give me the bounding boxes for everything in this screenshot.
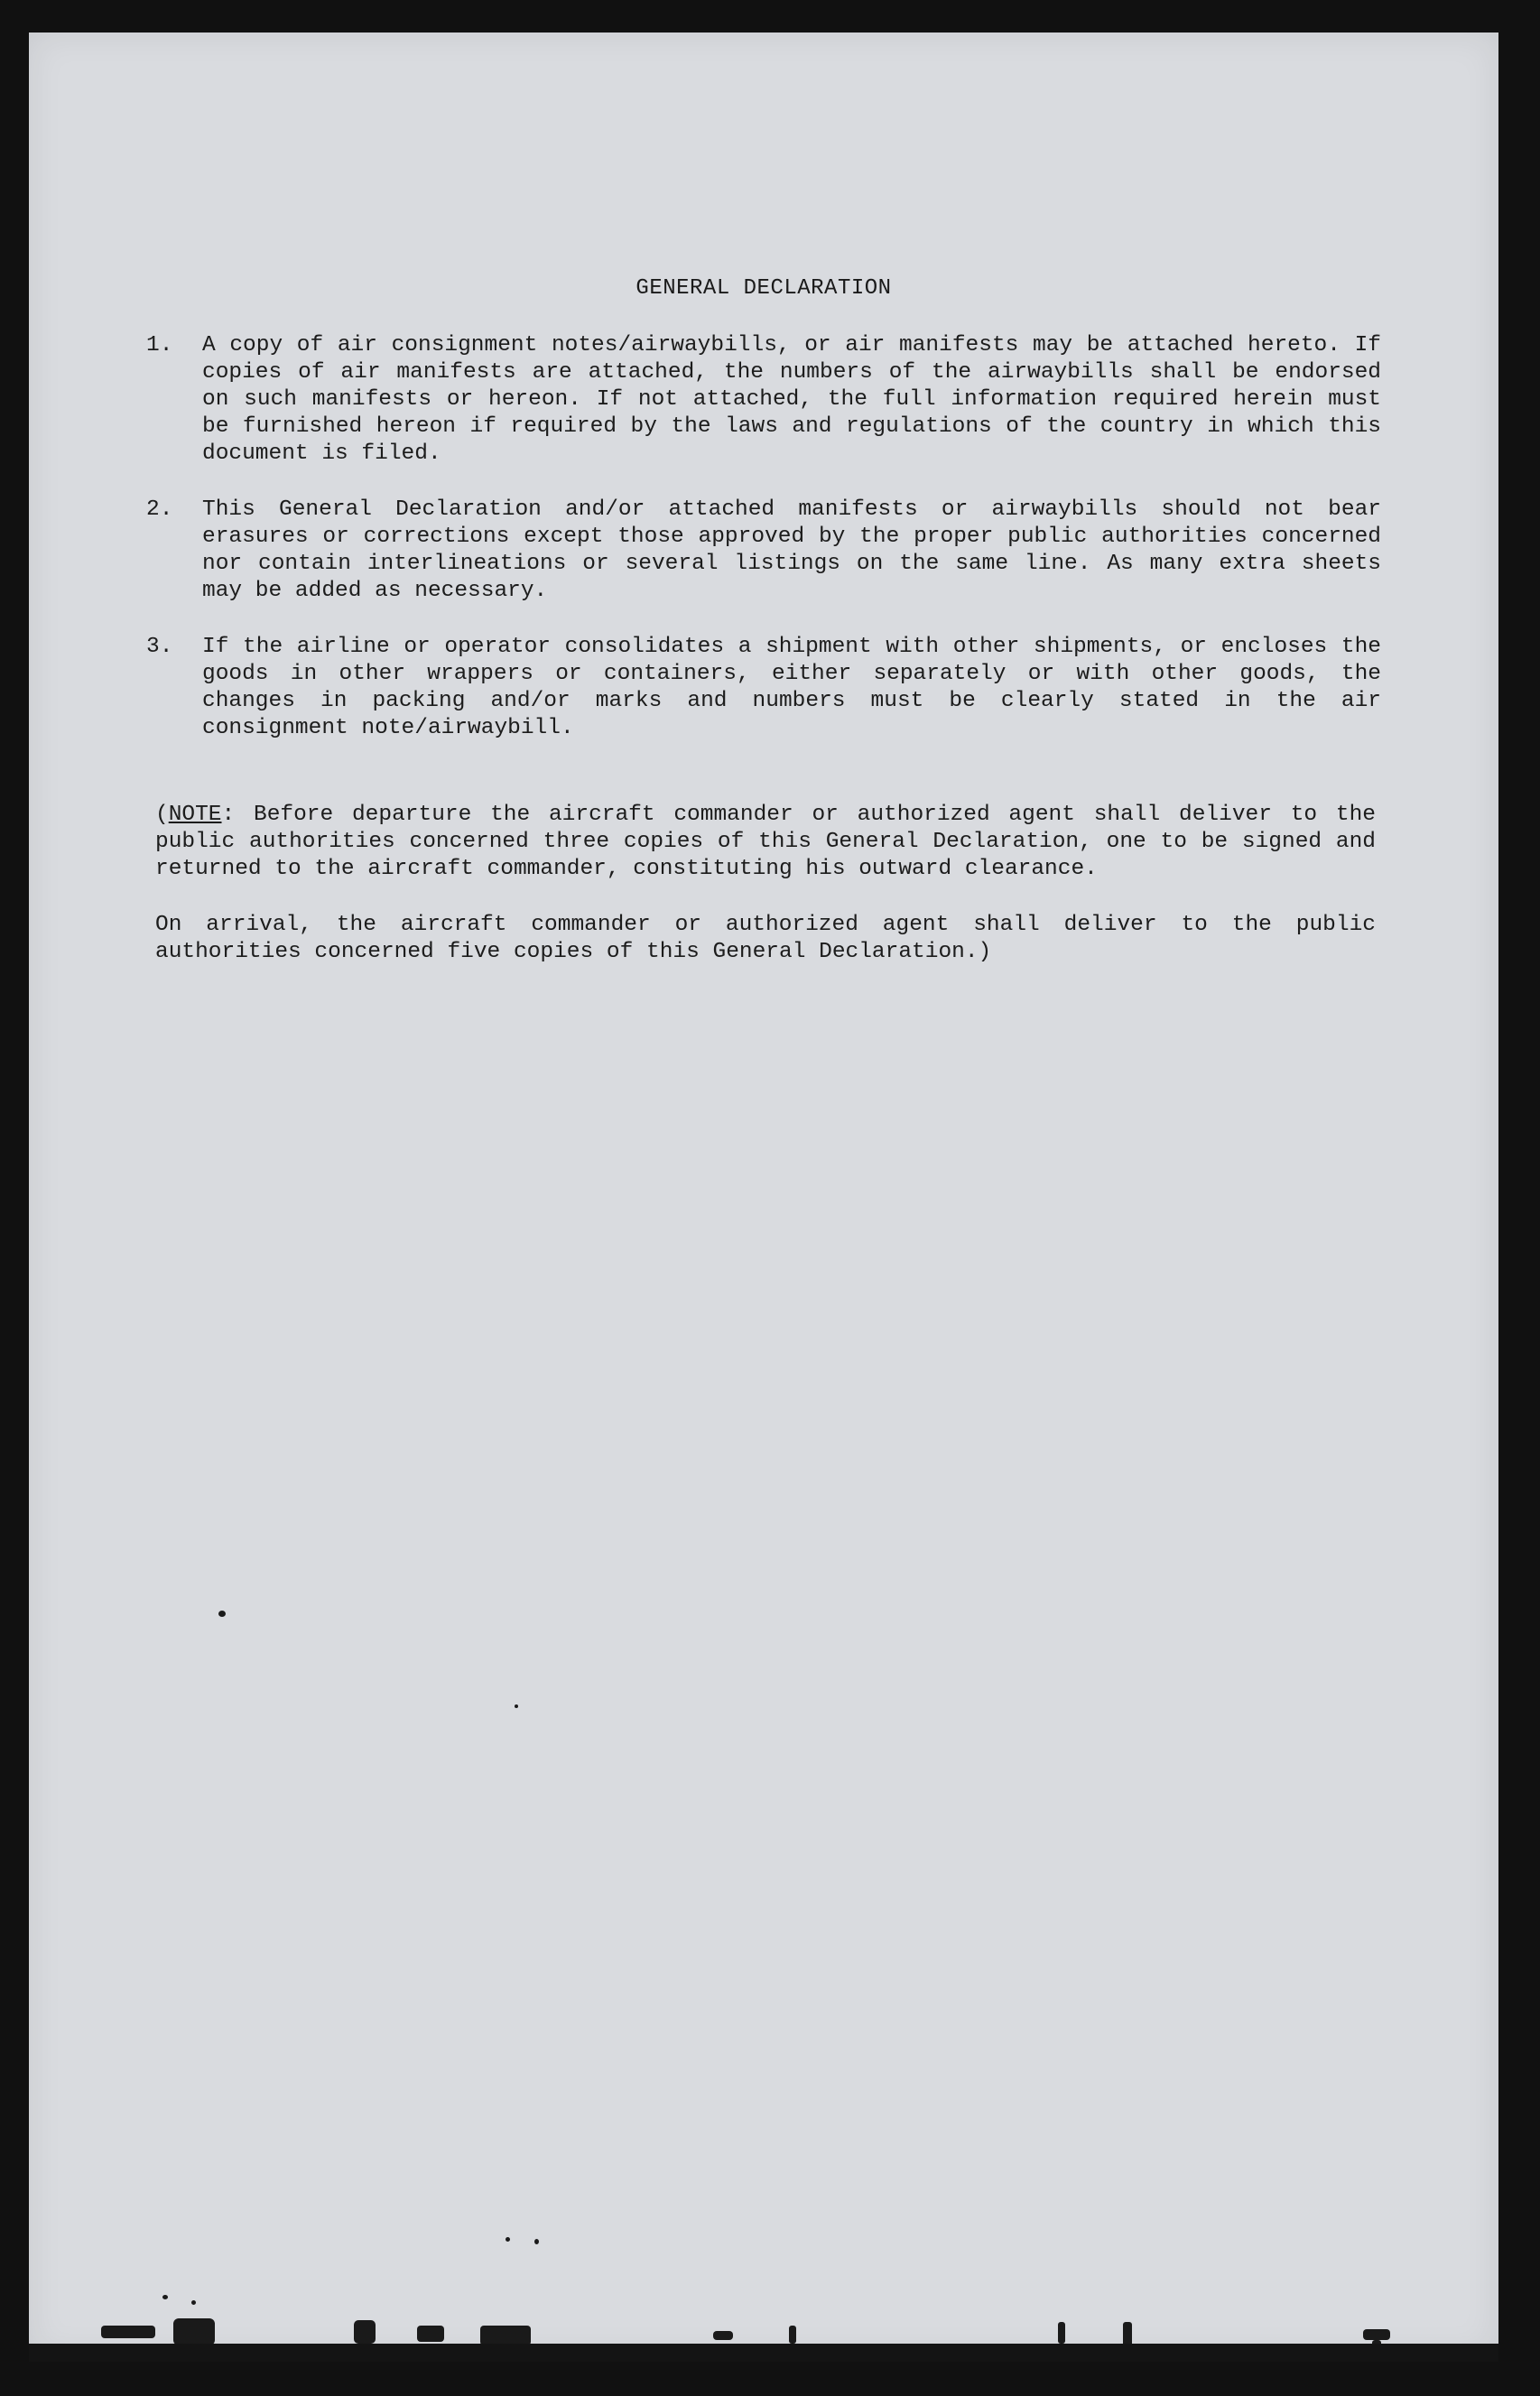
note-colon: :: [221, 803, 236, 827]
item-number: 1.: [146, 333, 173, 358]
declaration-item-2: [146, 497, 1381, 605]
item-number: 2.: [146, 497, 173, 522]
item-text: If the airline or operator consolidates a shipment with other shipments, or encloses the goods in other wrappers or containers, either separately or with other goods, the changes in packing and/or marks and numbers must be clearly stated in the air consignment note/airwaybill.: [202, 635, 1381, 740]
document-title: GENERAL DECLARATION: [635, 276, 892, 301]
document-page: [29, 33, 1498, 2356]
note-text: Before departure the aircraft commander or authorized agent shall deliver to the public authorities concerned three copies of this General Declaration, one to be signed and returned to the aircraft commander, constituting his outward clearance.: [155, 803, 1376, 881]
item-text: This General Declaration and/or attached manifests or airwaybills should not bear erasures or corrections except those approved by the proper public authorities concerned nor contain interlineations or several listings on the same line. As many extra sheets may be added as necessary.: [202, 497, 1381, 603]
declaration-item-1: [146, 332, 1381, 468]
note-paragraph: [155, 802, 1376, 883]
arrival-paragraph: On arrival, the aircraft commander or authorized agent shall deliver to the public authorities concerned five copies of this General Declaration.): [155, 913, 1376, 964]
page-bottom-edge: [29, 2344, 1498, 2362]
note-label: NOTE: [168, 803, 222, 827]
declaration-item-3: [146, 634, 1381, 742]
item-number: 3.: [146, 635, 173, 659]
note-open-paren: (: [155, 803, 169, 827]
item-text: A copy of air consignment notes/airwaybills, or air manifests may be attached hereto. If copies of air manifests are attached, the numbers of the airwaybills shall be endorsed on such manifests or hereon. If not attached, the full information required herein must be furnished hereon if required by the laws and regulations of the country in which this document is filed.: [202, 333, 1381, 466]
